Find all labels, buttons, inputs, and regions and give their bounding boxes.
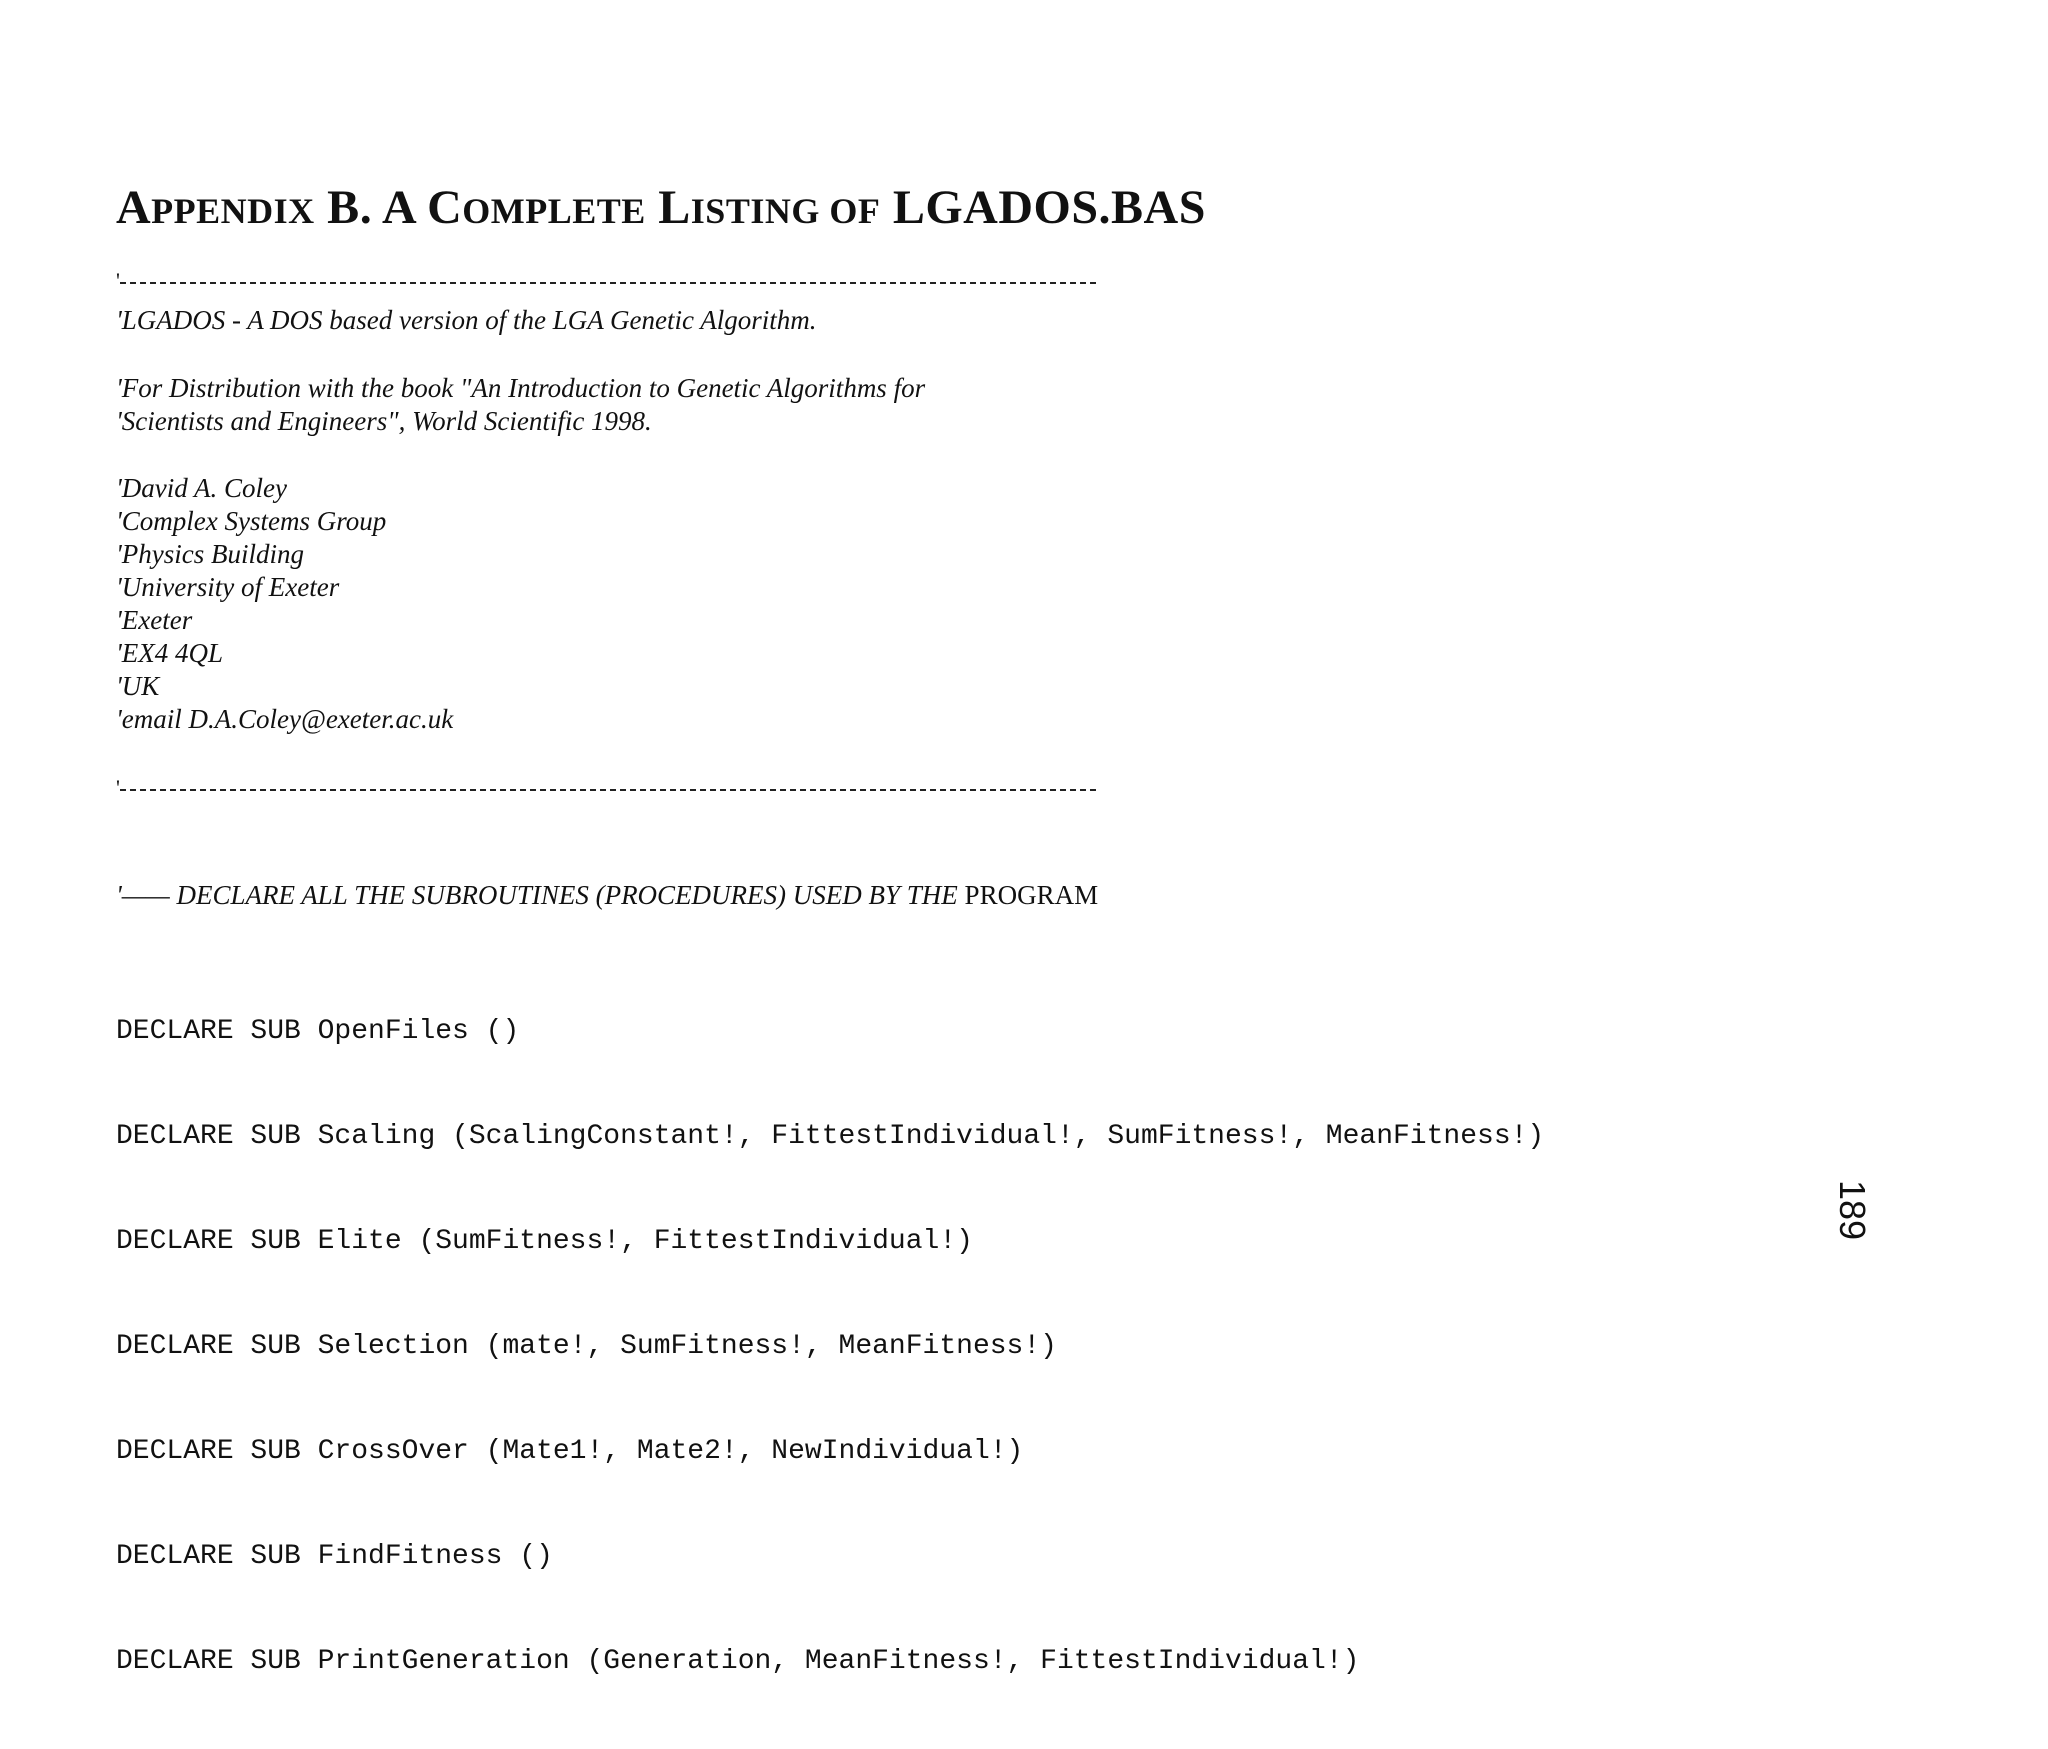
address-line-postcode: 'EX4 4QL: [116, 638, 224, 668]
code-line: DECLARE SUB Elite (SumFitness!, FittestIndividual!): [116, 1226, 973, 1257]
address-line-group: 'Complex Systems Group: [116, 506, 387, 536]
author-email: 'email D.A.Coley@exeter.ac.uk: [116, 704, 454, 734]
address-line-city: 'Exeter: [116, 605, 193, 635]
declare-section-comment: '—— DECLARE ALL THE SUBROUTINES (PROCEDURES) USED BY THE PROGRAM: [116, 880, 1099, 910]
comment-divider-top: ': [116, 268, 1096, 292]
code-line: DECLARE SUB PrintGeneration (Generation, MeanFitness!, FittestIndividual!): [116, 1646, 1360, 1677]
distribution-note-line-2: 'Scientists and Engineers", World Scientific 1998.: [116, 406, 652, 436]
program-description-line: 'LGADOS - A DOS based version of the LGA Genetic Algorithm.: [116, 305, 817, 335]
code-line: DECLARE SUB Scaling (ScalingConstant!, FittestIndividual!, SumFitness!, MeanFitness!): [116, 1121, 1545, 1152]
appendix-heading: APPENDIX B. A COMPLETE LISTING OF LGADOS.BAS: [116, 181, 1206, 234]
code-line: DECLARE SUB CrossOver (Mate1!, Mate2!, NewIndividual!): [116, 1436, 1024, 1467]
page-number: 189: [1832, 1180, 1873, 1241]
code-line: DECLARE SUB FindFitness (): [116, 1541, 553, 1572]
author-name: 'David A. Coley: [116, 473, 287, 503]
comment-divider-bottom: ': [116, 775, 1096, 799]
address-line-university: 'University of Exeter: [116, 572, 340, 602]
code-line: DECLARE SUB OpenFiles (): [116, 1016, 520, 1047]
address-line-country: 'UK: [116, 671, 160, 701]
distribution-note-line-1: 'For Distribution with the book "An Introduction to Genetic Algorithms for: [116, 373, 926, 403]
address-line-building: 'Physics Building: [116, 539, 304, 569]
code-line: DECLARE SUB Selection (mate!, SumFitness!, MeanFitness!): [116, 1331, 1057, 1362]
code-listing: [116, 944, 1544, 1749]
